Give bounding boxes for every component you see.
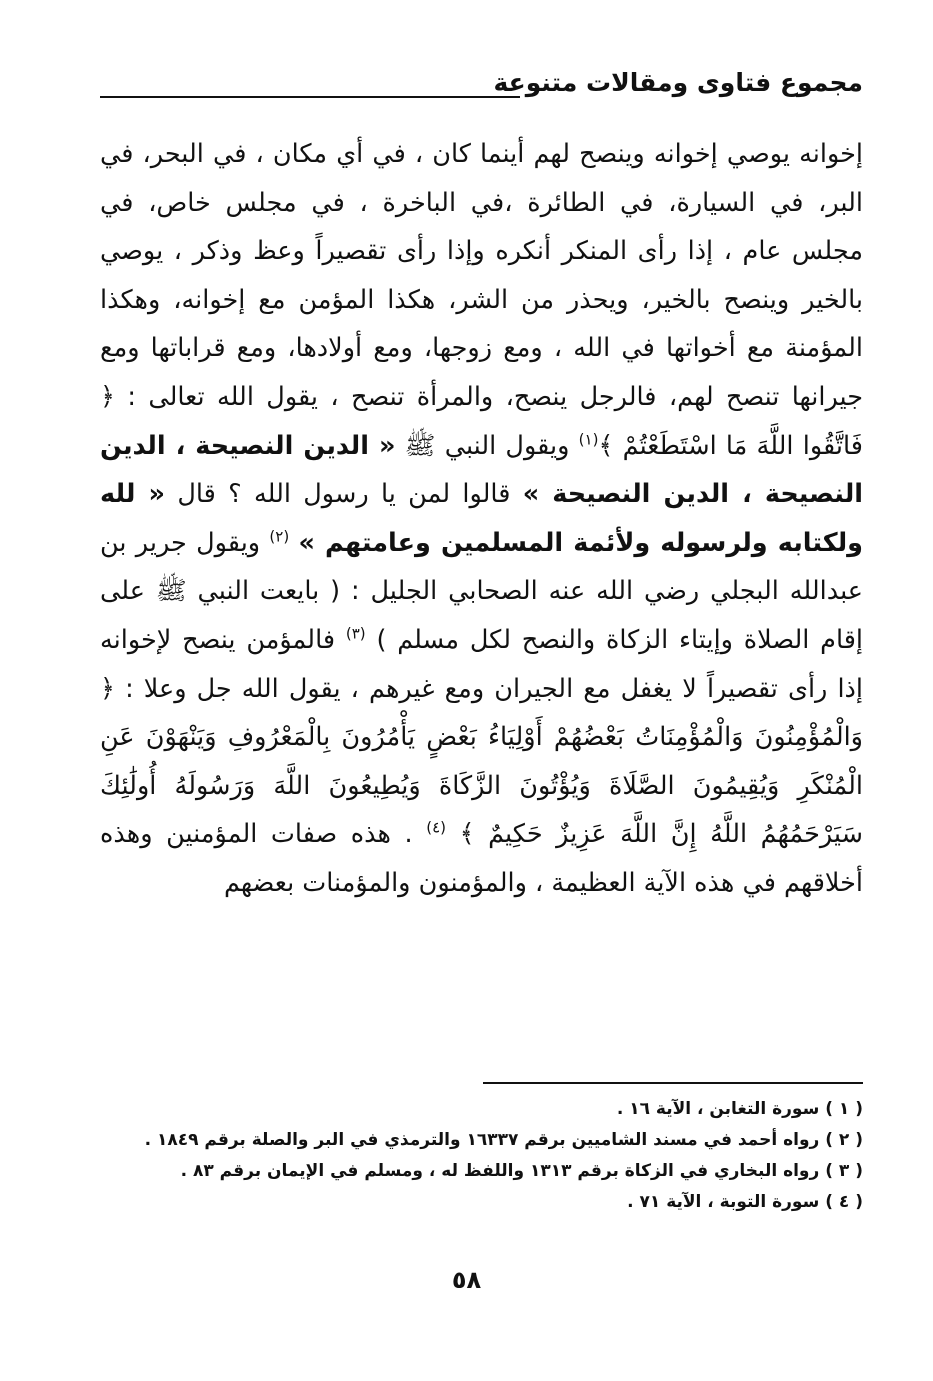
book-title: مجموع فتاوى ومقالات متنوعة [493, 68, 863, 97]
text-segment-2: ويقول النبي ﷺ [404, 430, 570, 461]
hadith-answer: « لله ولكتابه ولرسوله ولأئمة المسلمين وعامتهم » [100, 479, 864, 558]
footnote-ref-4: (٤) [426, 818, 446, 837]
text-segment-1: إخوانه يوصي إخوانه وينصح لهم أينما كان ، في أي مكان ، في البحر، في البر، في السيارة، في الطائرة ،في الباخرة ، في مجلس خاص، في مجلس عام ، إذا رأى المنكر أنكره وإذا رأى تقصيراً وعظ وذكر ، يوصي بالخير وينصح بالخير، ويحذر من الشر، هكذا المؤمن مع إخوانه، وهكذا المؤمنة مع أخواتها في الله ، ومع زوجها، ومع أولادها، ومع قراباتها ومع جيرانها تنصح لهم، فالرجل ينصح، والمرأة تنصح ، يقول الله تعالى : [100, 139, 863, 412]
running-header [100, 66, 863, 106]
text-segment-4: ويقول جرير بن عبدالله البجلي رضي الله عنه الصحابي الجليل : ( بايعت النبي ﷺ على إقام الصلاة وإيتاء الزكاة والنصح لكل مسلم ) [100, 527, 863, 655]
main-text [100, 130, 863, 908]
header-rule [100, 96, 520, 98]
quran-verse-tawbah: ﴿ وَالْمُؤْمِنُونَ وَالْمُؤْمِنَاتُ بَعْضُهُمْ أَوْلِيَاءُ بَعْضٍ يَأْمُرُونَ بِالْمَعْرُوفِ وَيَنْهَوْنَ عَنِ الْمُنْكَرِ وَيُقِيمُونَ الصَّلَاةَ وَيُؤْتُونَ الزَّكَاةَ وَيُطِيعُونَ اللَّهَ وَرَسُولَهُ أُولَٰئِكَ سَيَرْحَمُهُمُ اللَّهُ إِنَّ اللَّهَ عَزِيزٌ حَكِيمٌ ﴾ [100, 673, 863, 850]
page-number: ٥٨ [451, 1266, 482, 1294]
footnote-ref-3: (٣) [345, 624, 366, 643]
text-segment-5: فالمؤمن ينصح لإخوانه إذا رأى تقصيراً لا يغفل مع الجيران ومع غيرهم ، يقول الله جل وعلا : [100, 624, 863, 704]
hadith-naseeha: « الدين النصيحة ، الدين النصيحة ، الدين النصيحة » [100, 430, 864, 510]
footnote-4: ( ٤ ) سورة التوبة ، الآية ٧١ . [627, 1192, 863, 1212]
footnote-1: ( ١ ) سورة التغابن ، الآية ١٦ . [616, 1099, 863, 1119]
footnotes [83, 1094, 863, 1218]
footnote-ref-2: (٢) [269, 527, 290, 546]
footnote-3: ( ٣ ) رواه البخاري في الزكاة برقم ١٣١٣ واللفظ له ، ومسلم في الإيمان برقم ٨٣ . [180, 1161, 863, 1181]
text-segment-3: قالوا لمن يا رسول الله ؟ قال [177, 479, 511, 510]
footnote-ref-1: (١) [578, 430, 599, 449]
text-segment-6: . هذه صفات المؤمنين وهذه أخلاقهم في هذه الآية العظيمة ، والمؤمنون والمؤمنات بعضهم [100, 819, 863, 898]
quran-verse-taghabun: ﴿ فَاتَّقُوا اللَّهَ مَا اسْتَطَعْتُمْ ﴾ [100, 381, 863, 461]
footnote-2: ( ٢ ) رواه أحمد في مسند الشاميين برقم ١٦٣٣٧ والترمذي في البر والصلة برقم ١٨٤٩ . [144, 1130, 863, 1150]
footnote-separator [483, 1082, 863, 1084]
main-paragraph [100, 130, 863, 908]
